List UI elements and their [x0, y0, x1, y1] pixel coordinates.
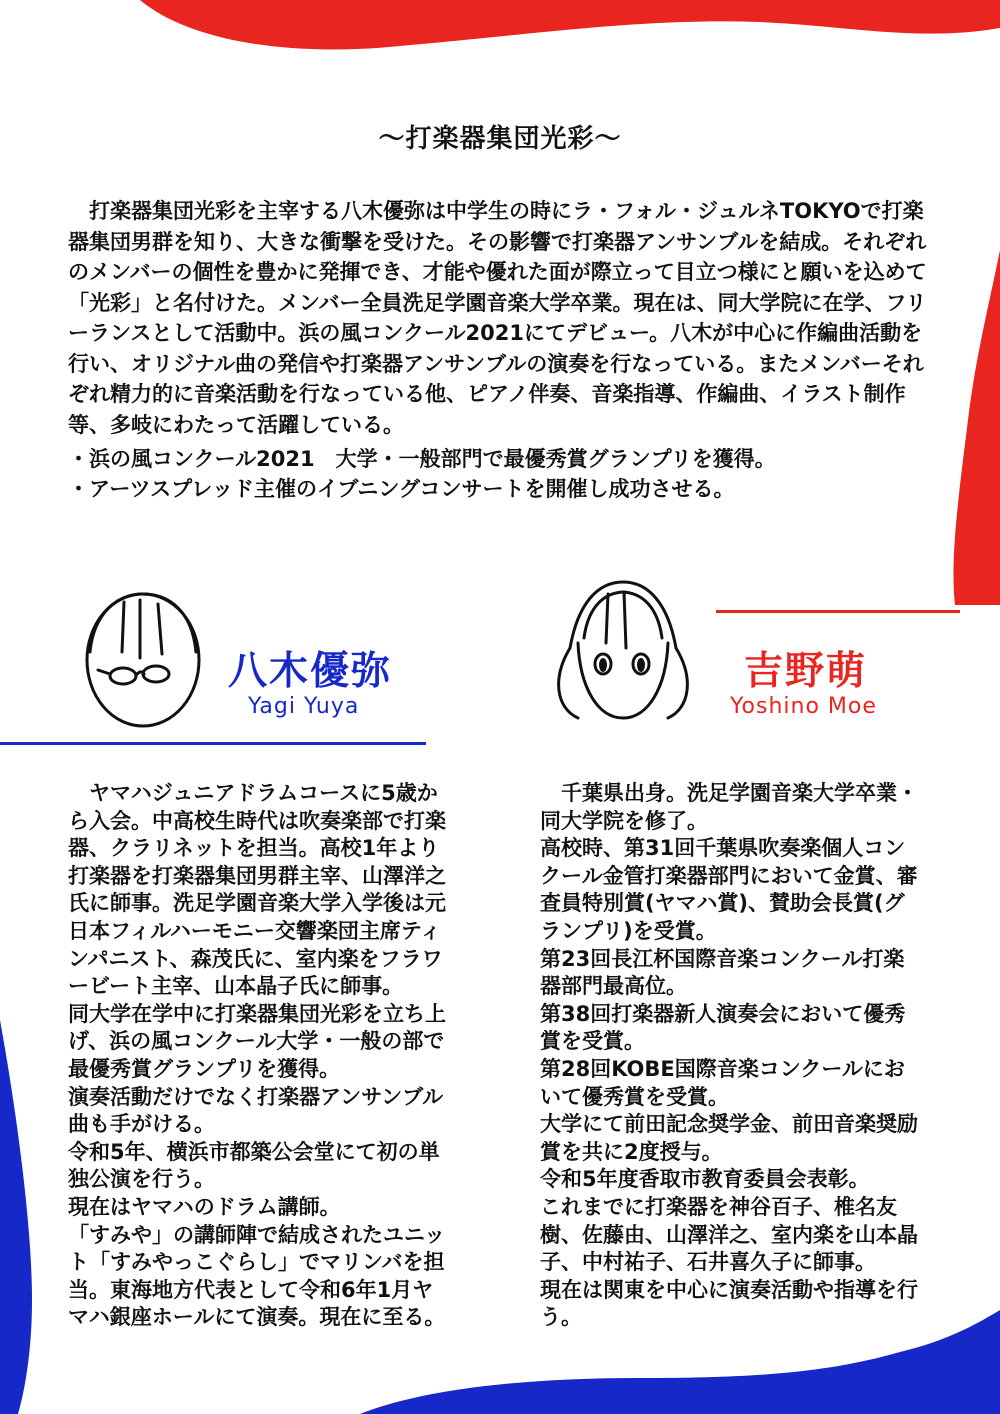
bio-paragraph: 第23回長江杯国際音楽コンクール打楽器部門最高位。 [540, 946, 905, 999]
bio-paragraph: ヤマハジュニアドラムコースに5歳から入会。中高校生時代は吹奏楽部で打楽器、クラリネットを担当。高校1年より打楽器を打楽器集団男群主宰、山澤洋之氏に師事。洗足学園音楽大学入学後は元日本フィルハーモニー交響楽団主席ティンパニスト、森茂氏に、室内楽をフラワービート主宰、山本晶子氏に師事。 [68, 781, 446, 999]
bio-paragraph: 第38回打楽器新人演奏会において優秀賞を受賞。 [540, 1001, 906, 1054]
member-name-jp: 吉野萌 [744, 649, 868, 694]
bio-paragraph: 第28回KOBE国際音楽コンクールにおいて優秀賞を受賞。 [540, 1056, 905, 1109]
achievements-list [68, 444, 938, 504]
member-name-en: Yoshino Moe [730, 694, 877, 719]
member-name-jp: 八木優弥 [228, 649, 393, 694]
achievement-item: ・アーツスプレッド主催のイブニングコンサートを開催し成功させる。 [68, 477, 735, 501]
bio-paragraph: 千葉県出身。洗足学園音楽大学卒業・同大学院を修了。 [540, 781, 918, 833]
bio-paragraph: これまでに打楽器を神谷百子、椎名友樹、佐藤由、山澤洋之、室内楽を山本晶子、中村祐子、石井喜久子に師事。 [540, 1194, 918, 1275]
member-name-en: Yagi Yuya [248, 694, 360, 719]
girl-face-icon [548, 568, 698, 738]
member-divider-blue [0, 742, 426, 745]
bio-paragraph: 大学にて前田記念奨学金、前田音楽奨励賞を共に2度授与。 [540, 1112, 918, 1164]
intro-paragraph: 打楽器集団光彩を主宰する八木優弥は中学生の時にラ・フォル・ジュルネTOKYOで打楽器集団男群を知り、大きな衝撃を受けた。その影響で打楽器アンサンブルを結成。それぞれのメンバーの個性を豊かに発揮でき、才能や優れた面が際立って目立つ様にと願いを込めて「光彩」と名付けた。メンバー全員洗足学園音楽大学卒業。現在は、同大学院に在学、フリーランスとして活動中。浜の風コンクール2021にてデビュー。八木が中心に作編曲活動を行い、オリジナル曲の発信や打楽器アンサンブルの演奏を行なっている。またメンバーそれぞれ精力的に音楽活動を行なっている他、ピアノ伴奏、音楽指導、作編曲、イラスト制作等、多岐にわたって活躍している。 [68, 199, 927, 437]
member-bio [68, 780, 452, 1332]
bio-paragraph: 現在は関東を中心に演奏活動や指導を行う。 [540, 1277, 918, 1330]
bio-paragraph: 「すみや」の講師陣で結成されたユニット「すみやっこぐらし」でマリンバを担当。東海地方代表として令和6年1月ヤマハ銀座ホールにて演奏。現在に至る。 [68, 1222, 446, 1330]
achievement-item: ・浜の風コンクール2021 大学・一般部門で最優秀賞グランプリを獲得。 [68, 447, 776, 471]
boy-with-glasses-face-icon [78, 582, 208, 732]
member-divider-red [716, 610, 960, 613]
bio-paragraph: 令和5年度香取市教育委員会表彰。 [540, 1167, 870, 1192]
right-red-blob [953, 250, 1000, 605]
bio-paragraph: 同大学在学中に打楽器集団光彩を立ち上げ、浜の風コンクール大学・一般の部で最優秀賞グランプリを獲得。 [68, 1001, 446, 1081]
page-title: 〜打楽器集団光彩〜 [378, 124, 622, 154]
bio-paragraph: 高校時、第31回千葉県吹奏楽個人コンクール金管打楽器部門において金賞、審査員特別賞(ヤマハ賞)、賛助会長賞(グランプリ)を受賞。 [540, 836, 918, 943]
bio-paragraph: 現在はヤマハのドラム講師。 [68, 1194, 341, 1219]
top-red-wave [140, 0, 1000, 49]
bio-paragraph: 演奏活動だけでなく打楽器アンサンブル曲も手がける。 [68, 1084, 444, 1137]
member-bio [540, 780, 924, 1332]
intro-section [68, 196, 938, 440]
left-blue-blob [0, 1020, 32, 1414]
bio-paragraph: 令和5年、横浜市都築公会堂にて初の単独公演を行う。 [68, 1139, 440, 1192]
